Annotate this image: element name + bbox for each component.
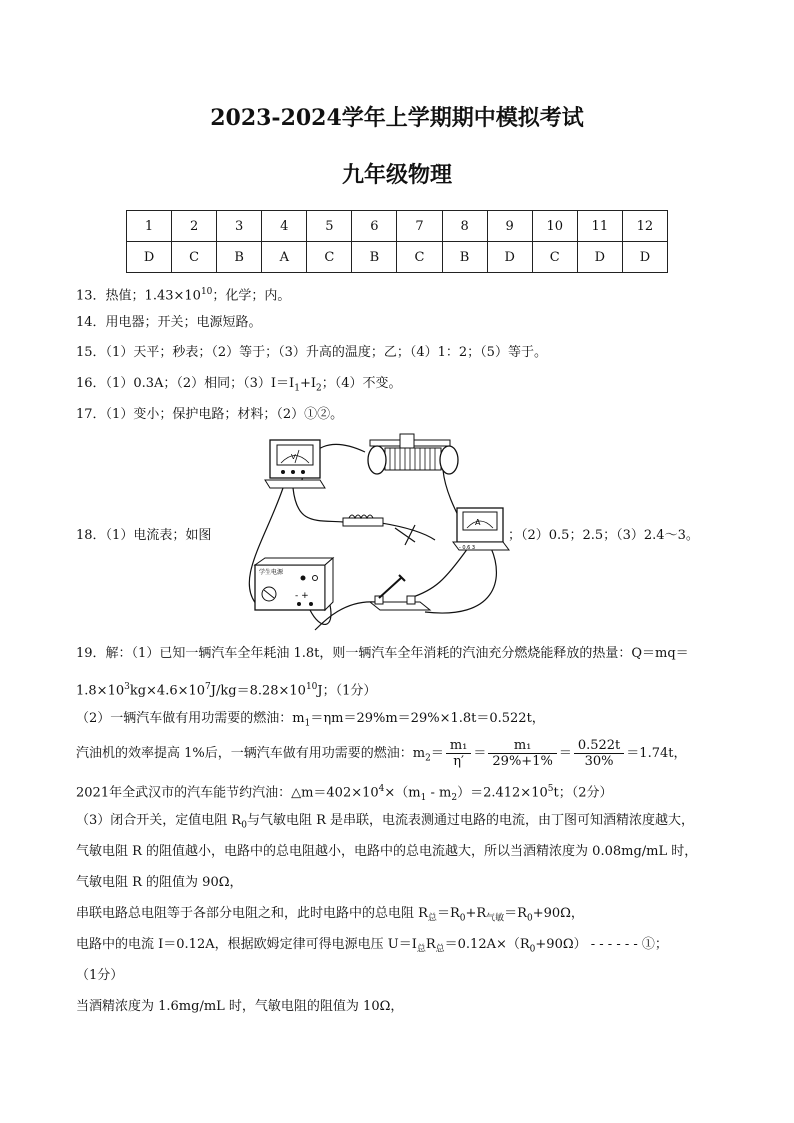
table-cell: A bbox=[262, 242, 307, 273]
table-cell: 9 bbox=[487, 211, 532, 242]
table-cell: 2 bbox=[172, 211, 217, 242]
page-subtitle: 九年级物理 bbox=[341, 162, 452, 188]
table-cell: C bbox=[307, 242, 352, 273]
table-cell: C bbox=[397, 242, 442, 273]
table-cell: 3 bbox=[217, 211, 262, 242]
table-cell: B bbox=[352, 242, 397, 273]
answer-19-line6: （3）闭合开关，定值电阻 $R_0$与气敏电阻 R 是串联，电流表测通过电路的电流，由丁图可知酒精浓度越大， bbox=[76, 813, 694, 831]
answer-14: 14．用电器；开关；电源短路。 bbox=[76, 315, 262, 330]
answer-table-number-row bbox=[127, 211, 668, 242]
resistor-coil bbox=[343, 515, 383, 526]
table-cell: D bbox=[622, 242, 667, 273]
circuit-diagram bbox=[225, 430, 510, 640]
table-cell: 6 bbox=[352, 211, 397, 242]
table-cell: C bbox=[172, 242, 217, 273]
answer-19-line7: 气敏电阻 R 的阻值越小，电路中的总电阻越小，电路中的总电流越大，所以当酒精浓度为 0.08mg/mL 时， bbox=[76, 844, 698, 859]
table-cell: 11 bbox=[577, 211, 622, 242]
power-supply-signs: - + bbox=[295, 591, 309, 601]
voltmeter-label: V bbox=[291, 453, 296, 461]
table-cell: B bbox=[217, 242, 262, 273]
table-cell: D bbox=[577, 242, 622, 273]
power-supply-label: 学生电源 bbox=[259, 569, 284, 576]
answer-18-part2: ；（2）0.5；2.5；（3）2.4～3。 bbox=[508, 528, 699, 543]
power-supply bbox=[255, 558, 333, 610]
answer-15: 15．（1）天平；秒表；（2）等于；（3）升高的温度；乙；（4）1：2；（5）等于。 bbox=[76, 345, 547, 360]
answer-19-line10: 电路中的电流 I＝0.12A，根据欧姆定律可得电源电压 $U=I_总R_总=0.12A\times(R_0+90\Omega)$ - - - - - - ①； bbox=[76, 937, 668, 955]
answer-table bbox=[126, 210, 668, 273]
ammeter-label: A bbox=[475, 518, 481, 527]
voltmeter bbox=[265, 440, 325, 488]
answer-19-line3: （2）一辆汽车做有用功需要的燃油：$m_1=\eta m=29\%m=29\%\times 1.8t=0.522t$， bbox=[76, 711, 545, 729]
table-cell: 1 bbox=[127, 211, 172, 242]
table-cell: 4 bbox=[262, 211, 307, 242]
table-cell: 8 bbox=[442, 211, 487, 242]
answer-19-line1: 19．解：（1）已知一辆汽车全年耗油 1.8t，则一辆汽车全年消耗的汽油充分燃烧能释放的热量：Q＝mq＝ bbox=[76, 646, 689, 661]
answer-19-line2: $1.8\times 10^3kg\times 4.6\times 10^7J/kg=8.28\times 10^{10}J$；（1分） bbox=[76, 682, 377, 699]
answer-19-line4: 汽油机的效率提高 1%后，一辆汽车做有用功需要的燃油：$m_2=$ $\frac{\text{m₁}}{\eta'}$ ＝ $\frac{\text{m₁}}{29\%+1\%}$ ＝ $\frac{0.522t}{30\%}$ ＝1.74t， bbox=[76, 738, 687, 769]
ammeter bbox=[453, 508, 509, 551]
answer-17: 17．（1）变小；保护电路；材料；（2）①②。 bbox=[76, 407, 344, 422]
answer-19-line8: 气敏电阻 R 的阻值为 90Ω， bbox=[76, 875, 243, 890]
table-cell: D bbox=[127, 242, 172, 273]
answer-19-line9: 串联电路总电阻等于各部分电阻之和，此时电路中的总电阻 $R_总=R_0+R_{气敏}=R_0+90\Omega$， bbox=[76, 906, 584, 924]
table-cell: B bbox=[442, 242, 487, 273]
table-cell: 5 bbox=[307, 211, 352, 242]
answer-19-line11: （1分） bbox=[76, 968, 124, 983]
switch bbox=[370, 575, 430, 610]
table-cell: D bbox=[487, 242, 532, 273]
answer-table-answer-row bbox=[127, 242, 668, 273]
table-cell: 12 bbox=[622, 211, 667, 242]
ammeter-terminals: - 0.6 3 bbox=[459, 545, 476, 551]
table-cell: C bbox=[532, 242, 577, 273]
page-title: 2023-2024学年上学期期中模拟考试 bbox=[210, 105, 584, 131]
table-cell: 7 bbox=[397, 211, 442, 242]
answer-13: 13．热值；$1.43\times 10^{10}$；化学；内。 bbox=[76, 287, 291, 304]
table-cell: 10 bbox=[532, 211, 577, 242]
rheostat bbox=[368, 434, 458, 474]
answer-18-part1: 18．（1）电流表；如图 bbox=[76, 528, 212, 543]
answer-16: 16．（1）0.3A；（2）相同；$(3)I=I_1+I_2$；（4）不变。 bbox=[76, 376, 402, 394]
answer-19-line12: 当酒精浓度为 1.6mg/mL 时，气敏电阻的阻值为 10Ω， bbox=[76, 999, 404, 1014]
answer-19-line5: 2021年全武汉市的汽车能节约汽油：$\triangle m=402\times 10^4\times(m_1 - m_2)=2.412\times 10^5t$；（2分） bbox=[76, 784, 613, 803]
